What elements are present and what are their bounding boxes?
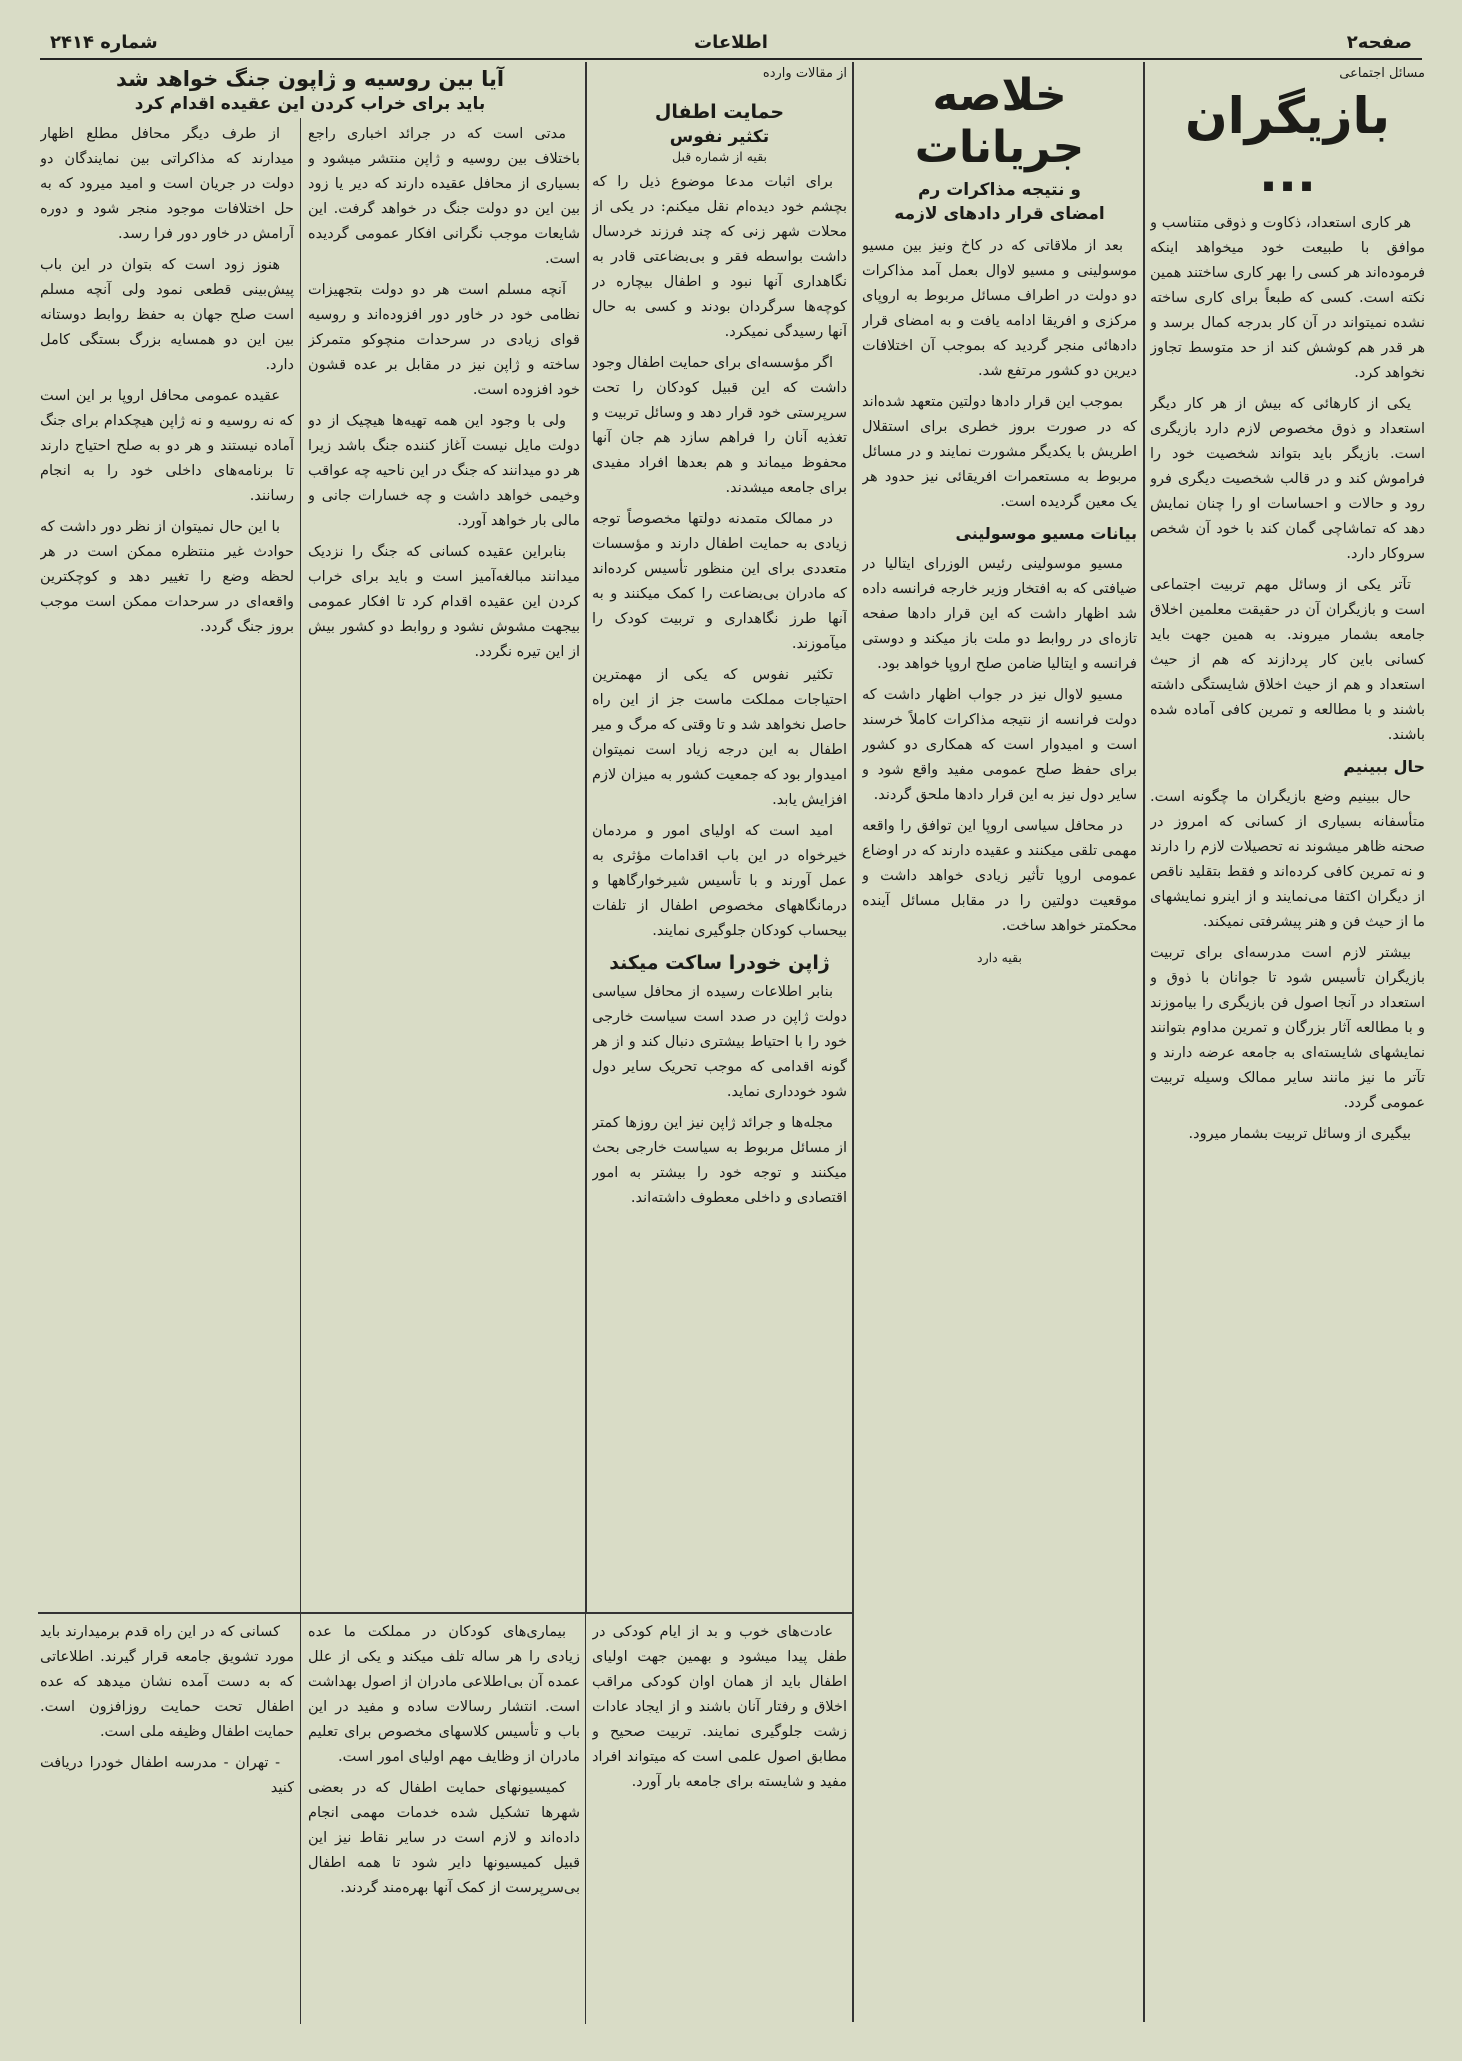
column-divider [300,118,301,1612]
paragraph: بنابر اطلاعات رسیده از محافل سیاسی دولت ژاپن در صدد است سیاست خارجی خود را با احتیاط بیشتری دنبال کند و از هر گونه اقدامی که موجب تحریک سایر دول شود خودداری نماید. [592,984,847,1100]
subheading: بیانات مسیو موسولینی [955,524,1137,543]
page-number: صفحه۲ [1346,32,1412,53]
column-russia-japan [40,66,580,116]
article-subtitle: امضای قرار دادهای لازمه [894,204,1105,224]
paragraph: مسیو موسولینی رئیس الوزرای ایتالیا در ضیافتی که به افتخار وزیر خارجه فرانسه داده شد اظهار داشت که این قرار دادها صفحه تازه‌ای در روابط دو ملت باز میکند و دوستی فرانسه و ایتالیا ضامن صلح اروپا خواهد بود. [862,556,1137,672]
column-child-protection [592,66,847,1590]
column-social [1150,66,1425,2061]
column-divider [852,62,854,2022]
article-title: آیا بین روسیه و ژاپون جنگ خواهد شد [115,67,505,91]
article-body [862,234,1137,2034]
paragraph: بیگیری از وسائل تربیت بشمار میرود. [1188,1126,1411,1142]
paragraph: ولی با وجود این همه تهیه‌ها هیچیک از دو دولت مایل نیست آغاز کننده جنگ باشد زیرا هر دو میدانند که جنگ در این ناحیه چه عواقب وخیمی خواهد داشت و چه خسارات جانی و مالی بار خواهد آورد. [308,413,580,529]
paragraph: بیشتر لازم است مدرسه‌ای برای تربیت بازیگران تأسیس شود تا جوانان با ذوق و استعداد در آنجا اصول فن بازیگری را بیاموزند و با مطالعه آثار بزرگان و تمرین مداوم بتوانند نمایشهای شایسته‌ای به جامعه عرضه دارند و تآتر ما نیز مانند سایر ممالک وسیله تربیت عمومی گردد. [1150,945,1425,1111]
article-subtitle: تکثیر نفوس [669,127,770,147]
article-body [592,170,847,1590]
paragraph: در ممالک متمدنه دولتها مخصوصاً توجه زیادی به حمایت اطفال دارند و مؤسسات متعددی برای این منظور تأسیس کرده‌اند که مادران بی‌بضاعت را کمک میکنند و به آنها طرز نگاهداری و تربیت کودک را میآموزند. [592,511,847,652]
paragraph: از طرف دیگر محافل مطلع اظهار میدارند که مذاکراتی بین نمایندگان دو دولت در جریان است و امید میرود که به حل اختلافات موجود منجر شود و دوره آرامش در خاور دور فرا رسد. [40,126,294,242]
section-kicker: مسائل اجتماعی [1339,66,1425,81]
article-body-right [308,122,580,1602]
paragraph: بیماری‌های کودکان در مملکت ما عده زیادی را هر ساله تلف میکند و یکی از علل عمده آن بی‌اطلاعی مادران از اصول بهداشت است. انتشار رسالات ساده و مفید در این باب و تأسیس کلاسهای مخصوص برای تعلیم مادران از وظایف مهم اولیای امور است. [308,1624,580,1765]
column-summary [862,70,1137,2034]
column-divider [585,1614,586,2024]
paragraph: مسیو لاوال نیز در جواب اظهار داشت که دولت فرانسه از نتیجه مذاکرات کاملاً خرسند است و امیدوار است که همکاری دو کشور برای حفظ صلح عمومی مفید واقع شود و سایر دول نیز به این قرار دادها ملحق گردند. [862,687,1137,803]
bottom-column-left [40,1620,294,2020]
masthead [40,28,1422,60]
section-divider [38,1612,853,1614]
paragraph: - تهران - مدرسه اطفال خودرا دریافت کنید [40,1755,294,1796]
paragraph: کسانی که در این راه قدم برمیدارند باید مورد تشویق جامعه قرار گیرند. اطلاعاتی که به دست آمده نشان میدهد که عده اطفال تحت حمایت روزافزون است. حمایت اطفال وظیفه ملی است. [40,1624,294,1740]
subheading: حال ببینیم [1343,757,1425,776]
paragraph: برای اثبات مدعا موضوع ذیل را که بچشم خود دیده‌ام نقل میکنم: در یکی از محلات شهر زنی که چند فرزند خردسال داشت بواسطه فقر و بی‌بضاعتی قادر به نگاهداری آنها نبود و اطفال بیچاره در کوچه‌ها سرگردان بودند و کسی به حال آنها رسیدگی نمیکرد. [592,174,847,340]
article-title: خلاصه جریانات [914,70,1085,173]
column-divider [585,62,587,1612]
bottom-column-right [592,1620,847,2020]
paper-name: اطلاعات [694,32,768,53]
paragraph: با این حال نمیتوان از نظر دور داشت که حوادث غیر منتظره ممکن است در هر لحظه وضع را تغییر دهد و کوچکترین واقعه‌ای در سرحدات ممکن است موجب بروز جنگ گردد. [40,519,294,635]
paragraph: تآتر یکی از وسائل مهم تربیت اجتماعی است و بازیگران آن در حقیقت معلمین اخلاق جامعه بشمار میروند. به همین جهت باید کسانی باین کار پردازند که هم از حیث استعداد و هم از حیث اخلاق شایستگی داشته باشند و با مطالعه و تمرین کافی آماده شده باشند. [1150,577,1425,743]
article-body-left [40,122,294,1602]
paragraph: عادت‌های خوب و بد از ایام کودکی در طفل پیدا میشود و بهمین جهت اولیای اطفال باید از همان اوان کودکی مراقب اخلاق و رفتار آنان باشند و از ایجاد عادات زشت جلوگیری نمایند. تربیت صحیح و مطابق اصول علمی است که میتواند افراد مفید و شایسته برای جامعه بار آورد. [592,1624,847,1790]
paragraph: هنوز زود است که بتوان در این باب پیش‌بینی قطعی نمود ولی آنچه مسلم است صلح جهان به حفظ روابط دوستانه بین این دو همسایه بزرگ بستگی کامل دارد. [40,257,294,373]
article-subtitle: و نتیجه مذاکرات رم [918,180,1081,200]
paragraph: هر کاری استعداد، ذکاوت و ذوقی متناسب و موافق با طبیعت خود میخواهد اینکه فرموده‌اند هر کسی را بهر کاری ساختند همین نکته است. کسی که طبعاً برای کاری ساخته نشده نمیتواند در آن کار بدرجه کمال برسد و هر قدر هم کوشش کند از حد متوسط تجاوز نخواهد کرد. [1150,215,1425,381]
paragraph: مجله‌ها و جرائد ژاپن نیز این روزها کمتر از مسائل مربوط به سیاست خارجی بحث میکنند و توجه خود را بیشتر به امور اقتصادی و داخلی معطوف داشته‌اند. [592,1115,847,1206]
paragraph: حال ببینیم وضع بازیگران ما چگونه است. متأسفانه بسیاری از کسانی که امروز در صحنه ظاهر میشوند نه تحصیلات لازم را دارند و نه تمرین کافی کرده‌اند و فقط بتقلید ناقص از دیگران اکتفا می‌نمایند و از اینرو نمایشهای ما از حیث فن و هنر پیشرفتی نمیکند. [1150,789,1425,930]
paragraph: مدتی است که در جرائد اخباری راجع باختلاف بین روسیه و ژاپن منتشر میشود و بسیاری از محافل عقیده دارند که دیر یا زود بین این دو دولت جنگ در خواهد گرفت. این شایعات موجب نگرانی افکار عمومی گردیده است. [308,126,580,267]
continued-note: بقیه دارد [977,950,1022,965]
section-kicker: از مقالات وارده [762,66,847,81]
paragraph: کمیسیونهای حمایت اطفال که در بعضی شهرها تشکیل شده خدمات مهمی انجام داده‌اند و لازم است در سایر نقاط نیز این قبیل کمیسیونها دایر شود تا همه اطفال بی‌سرپرست از کمک آنها بهره‌مند گردند. [308,1780,580,1896]
article-title: حمایت اطفال [654,101,785,123]
article-title: بازیگران ... [1184,87,1391,203]
column-divider [1143,62,1145,2022]
continued-note: بقیه از شماره قبل [671,149,767,164]
paragraph: عقیده عمومی محافل اروپا بر این است که نه روسیه و نه ژاپن هیچکدام برای جنگ آماده نیستند و هر دو به صلح احتیاج دارند تا برنامه‌های داخلی خود را به انجام رسانند. [40,388,294,504]
paragraph: امید است که اولیای امور و مردمان خیرخواه در این باب اقدامات مؤثری به عمل آورند و با تأسیس شیرخوارگاهها و درمانگاههای مخصوص اطفال از تلفات بیحساب کودکان جلوگیری نمایند. [592,823,847,939]
paragraph: اگر مؤسسه‌ای برای حمایت اطفال وجود داشت که این قبیل کودکان را تحت سرپرستی خود قرار دهد و وسائل تربیت و تغذیه آنان را فراهم سازد هم جان آنها محفوظ میماند و هم بعدها افراد مفیدی برای جامعه میشدند. [592,355,847,496]
article-body [1150,211,1425,2061]
paragraph: تکثیر نفوس که یکی از مهمترین احتیاجات مملکت ماست جز از این راه حاصل نخواهد شد و تا وقتی که مرگ و میر اطفال به این درجه زیاد است نمیتوان امیدوار بود که جمعیت کشور به میزان لازم افزایش یابد. [592,667,847,808]
paragraph: در محافل سیاسی اروپا این توافق را واقعه مهمی تلقی میکنند و عقیده دارند که در اوضاع عمومی اروپا تأثیر زیادی خواهد داشت و موقعیت دولتین را در مقابل مسائل آینده محکمتر خواهد ساخت. [862,818,1137,934]
article-subtitle: باید برای خراب کردن این عقیده اقدام کرد [134,94,486,114]
paragraph: بعد از ملاقاتی که در کاخ ونیز بین مسیو موسولینی و مسیو لاوال بعمل آمد مذاکرات دو دولت در اطراف مسائل مربوط به اروپای مرکزی و افریقا ادامه یافت و به امضای قرار دادهائی منجر گردید که بموجب آن اختلافات دیرین دو کشور مرتفع شد. [862,238,1137,379]
paragraph: بموجب این قرار دادها دولتین متعهد شده‌اند که در صورت بروز خطری برای استقلال اطریش با یکدیگر مشورت نمایند و در مسائل مربوط به مستعمرات افریقائی نیز حدود هر یک معین گردیده است. [862,394,1137,510]
paragraph: یکی از کارهائی که بیش از هر کار دیگر استعداد و ذوق مخصوص لازم دارد بازیگری است. بازیگر باید بتواند شخصیت خود را فراموش کند و در قالب شخصیت دیگری فرو رود و حالات و احساسات او را چنان نمایش دهد که تماشاچی گمان کند با خود آن شخص سروکار دارد. [1150,396,1425,562]
issue-number: شماره ۲۴۱۴ [50,32,158,53]
paragraph: بنابراین عقیده کسانی که جنگ را نزدیک میدانند مبالغه‌آمیز است و باید برای خراب کردن این عقیده اقدام کرد تا افکار عمومی بیجهت مشوش نشود و روابط دو کشور بیش از این تیره نگردد. [308,544,580,660]
article-title: ژاپن خودرا ساکت میکند [609,952,830,974]
bottom-column-middle [308,1620,580,2020]
column-divider [300,1614,301,2024]
paragraph: آنچه مسلم است هر دو دولت بتجهیزات نظامی خود در خاور دور افزوده‌اند و روسیه قوای زیادی در سرحدات منچوکو متمرکز ساخته و ژاپن نیز در مقابل بر عده قشون خود افزوده است. [308,282,580,398]
